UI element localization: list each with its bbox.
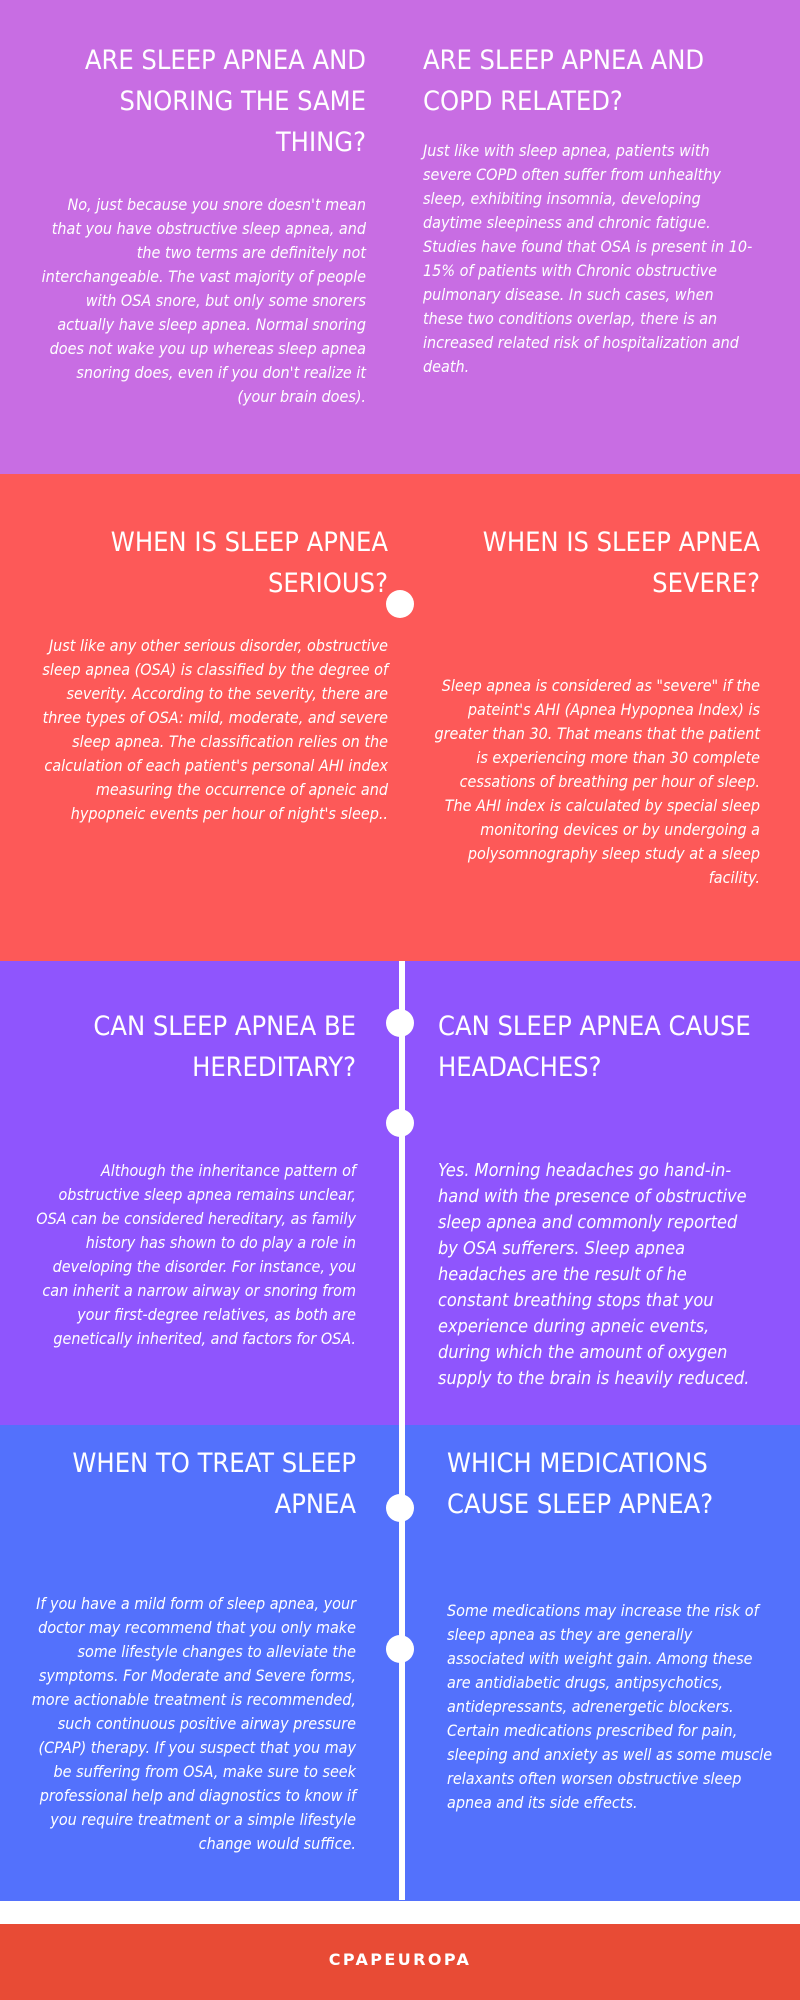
- timeline-dot: [386, 590, 414, 618]
- timeline-dot: [386, 1494, 414, 1522]
- text-apnea-headaches: Yes. Morning headaches go hand-in-hand with the presence of obstructive sleep apnea and commonly reported by OSA sufferers. Sleep apnea headaches are the result of he constant breathing stops that you experience during apneic events, during which the amount of oxygen supply to the brain is heavily reduced.: [438, 1160, 750, 1389]
- heading-medications-apnea: WHICH MEDICATIONS CAUSE SLEEP APNEA?: [447, 1448, 714, 1520]
- text-medications-apnea: Some medications may increase the risk of sleep apnea as they are generally associated with weight gain. Among these are antidiabetic drugs, antipsychotics, antidepressants, adrenergetic blockers. Certain medications prescribed for pain, sleeping and anxiety as well as some muscle relaxants often worsen obstructive sleep apnea and its side effects.: [447, 1601, 773, 1812]
- heading-treat-apnea: WHEN TO TREAT SLEEP APNEA: [72, 1448, 356, 1520]
- text-apnea-snoring: No, just because you snore doesn't mean that you have obstructive sleep apnea, and the two terms are definitely not interchangeable. The vast majority of people with OSA snore, but only some snorers actually have sleep apnea. Normal snoring does not wake you up whereas sleep apnea snoring does, even if you don't realize it (your brain does).: [41, 195, 366, 406]
- text-treat-apnea: If you have a mild form of sleep apnea, your doctor may recommend that you only make some lifestyle changes to alleviate the symptoms. For Moderate and Severe forms, more actionable treatment is recommended, such continuous positive airway pressure (CPAP) therapy. If you suspect that you may be suffering from OSA, make sure to seek professional help and diagnostics to know if you require treatment or a simple lifestyle change would suffice.: [31, 1594, 356, 1853]
- timeline-line: [399, 961, 405, 1900]
- text-apnea-copd: Just like with sleep apnea, patients with severe COPD often suffer from unhealthy sleep, exhibiting insomnia, developing daytime sleepiness and chronic fatigue. Studies have found that OSA is present in 10-15% of patients with Chronic obstructive pulmonary disease. In such cases, when these two conditions overlap, there is an increased related risk of hospitalization and death.: [423, 141, 753, 376]
- text-apnea-serious: Just like any other serious disorder, obstructive sleep apnea (OSA) is classified by the degree of severity. According to the severity, there are three types of OSA: mild, moderate, and severe sleep apnea. The classification relies on the calculation of each patient's personal AHI index measuring the occurrence of apneic and hypopneic events per hour of night's sleep..: [42, 636, 388, 823]
- footer-brand: CPAPEUROPA: [328, 1950, 472, 1969]
- timeline-dot: [386, 1009, 414, 1037]
- heading-apnea-snoring: ARE SLEEP APNEA AND SNORING THE SAME THING?: [84, 45, 366, 158]
- heading-apnea-headaches: CAN SLEEP APNEA CAUSE HEADACHES?: [438, 1011, 751, 1083]
- heading-apnea-serious: WHEN IS SLEEP APNEA SERIOUS?: [110, 527, 388, 599]
- text-apnea-hereditary: Although the inheritance pattern of obstructive sleep apnea remains unclear, OSA can be considered hereditary, as family history has shown to do play a role in developing the disorder. For instance, you can inherit a narrow airway or snoring from your first-degree relatives, as both are genetically inherited, and factors for OSA.: [36, 1161, 356, 1348]
- timeline-dot: [386, 1635, 414, 1663]
- timeline-dot: [386, 1109, 414, 1137]
- heading-apnea-copd: ARE SLEEP APNEA AND COPD RELATED?: [423, 45, 705, 117]
- text-apnea-severe: Sleep apnea is considered as "severe" if the pateint's AHI (Apnea Hypopnea Index) is greater than 30. That means that the patient is experiencing more than 30 complete cessations of breathing per hour of sleep. The AHI index is calculated by special sleep monitoring devices or by undergoing a polysomnography sleep study at a sleep facility.: [434, 676, 760, 887]
- heading-apnea-hereditary: CAN SLEEP APNEA BE HEREDITARY?: [93, 1011, 356, 1083]
- heading-apnea-severe: WHEN IS SLEEP APNEA SEVERE?: [482, 527, 760, 599]
